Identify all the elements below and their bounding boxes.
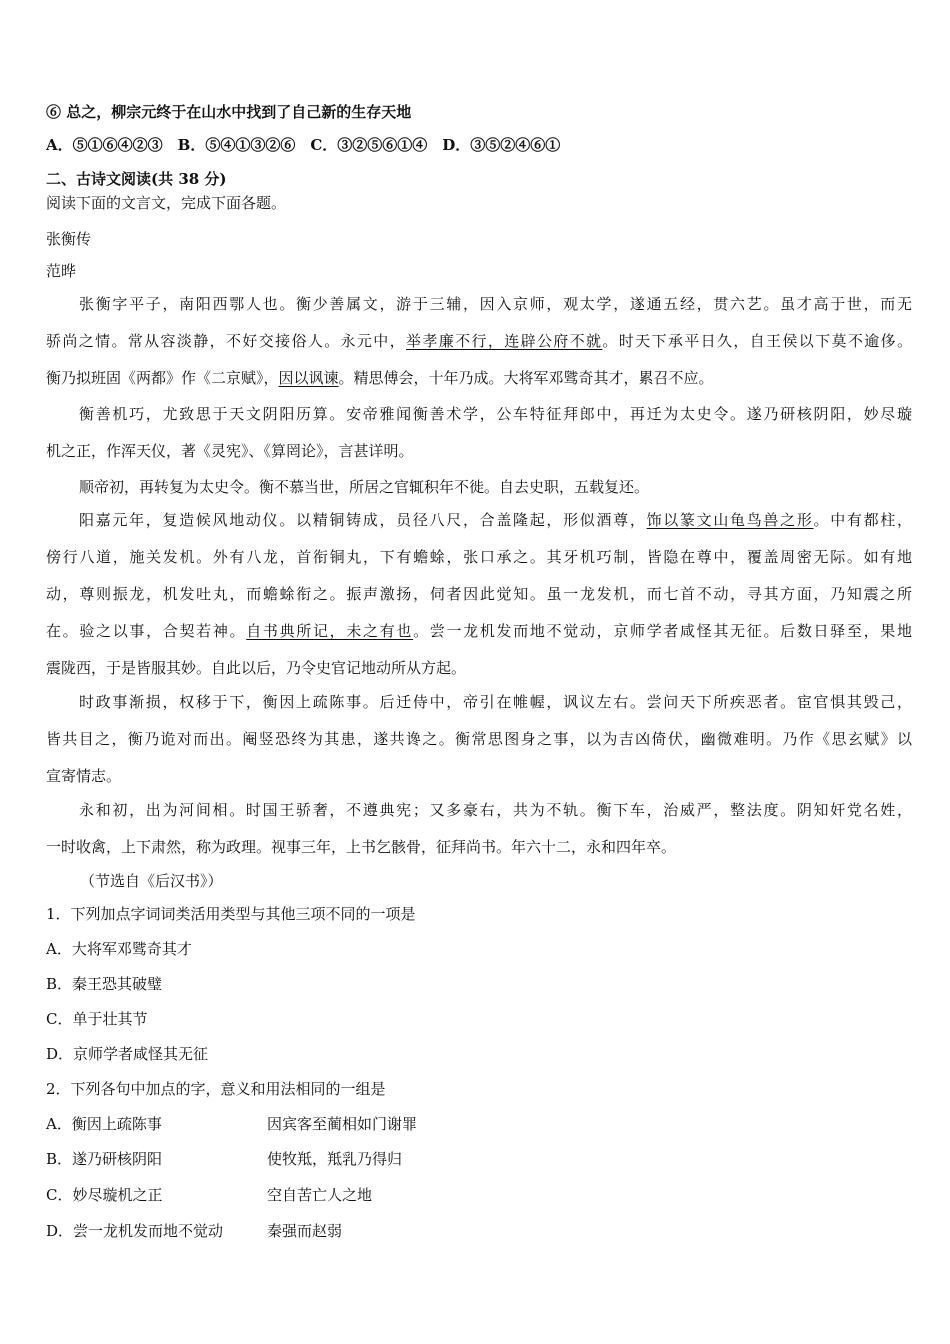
passage-line: 时政事渐损，权移于下，衡因上疏陈事。后迁侍中，帝引在帷幄，讽议左右。尝问天下所疾恶者。宦官惧其毁己， — [79, 693, 912, 711]
question-1-stem: 1．下列加点字词词类活用类型与其他三项不同的一项是 — [46, 905, 416, 923]
option-left: A．衡因上疏陈事 — [46, 1115, 162, 1133]
text-span: 。精思傅会，十年乃成。大将军邓骘奇其才，累召不应。 — [338, 369, 714, 387]
section-heading: 二、古诗文阅读(共 38 分) — [46, 170, 227, 188]
question-2-option-b — [46, 1148, 906, 1170]
passage-line: 永和初，出为河间相。时国王骄奢，不遵典宪；又多豪右，共为不轨。衡下车，治威严，整法度。阴知奸党名姓， — [79, 801, 912, 819]
text-span: 阳嘉元年，复造候风地动仪。以精铜铸成，员径八尺，合盖隆起，形似酒尊， — [79, 511, 647, 529]
passage-line — [46, 367, 714, 389]
passage-line — [46, 509, 912, 531]
underlined-phrase: 饰以篆文山龟鸟兽之形 — [646, 511, 814, 529]
option-left: D．尝一龙机发而地不觉动 — [46, 1222, 224, 1240]
underlined-phrase: 因以讽谏 — [278, 369, 339, 387]
underlined-phrase: 自书典所记，未之有也 — [246, 622, 414, 640]
option-right: 秦强而赵弱 — [267, 1222, 343, 1240]
instruction: 阅读下面的文言文，完成下面各题。 — [46, 194, 287, 212]
passage-line: 机之正，作浑天仪，著《灵宪》、《算罔论》，言甚详明。 — [46, 442, 414, 460]
passage-title: 张衡传 — [46, 230, 92, 248]
passage-line — [46, 620, 912, 642]
option-left: B．遂乃研核阴阳 — [46, 1150, 163, 1168]
passage-source: （节选自《后汉书》） — [80, 872, 223, 890]
text-span: 。中有都柱， — [813, 511, 912, 529]
passage-line: 震陇西，于是皆服其妙。自此以后，乃令史官记地动所从方起。 — [46, 659, 467, 677]
option-right: 使牧羝，羝乳乃得归 — [267, 1150, 403, 1168]
question-2-option-a — [46, 1113, 906, 1135]
underlined-phrase: 举孝廉不行，连辟公府不就 — [406, 332, 603, 350]
passage-line: 动，尊则振龙，机发吐丸，而蟾蜍衔之。振声激扬，伺者因此觉知。虽一龙发机，而七首不动，寻其方面，乃知震之所 — [46, 585, 912, 603]
option-left: C．妙尽璇机之正 — [46, 1186, 163, 1204]
passage-line: 张衡字平子，南阳西鄂人也。衡少善属文，游于三辅，因入京师，观太学，遂通五经，贯六艺。虽才高于世，而无 — [79, 295, 912, 313]
passage-line: 傍行八道，施关发机。外有八龙，首衔铜丸，下有蟾蜍，张口承之。其牙机巧制，皆隐在尊中，覆盖周密无际。如有地 — [46, 548, 912, 566]
passage-line: 衡善机巧，尤致思于天文阴阳历算。安帝雅闻衡善术学，公车特征拜郎中，再迁为太史令。遂乃研核阴阳，妙尽璇 — [79, 405, 912, 423]
passage-author: 范晔 — [46, 262, 77, 280]
text-span: 。时天下承平日久，自王侯以下莫不逾侈。 — [602, 332, 912, 350]
passage-line: 一时收禽，上下肃然，称为政理。视事三年，上书乞骸骨，征拜尚书。年六十二，永和四年卒。 — [46, 838, 677, 856]
question-1-option-d: D．京师学者咸怪其无征 — [46, 1045, 209, 1063]
passage-line: 皆共目之，衡乃诡对而出。阉竖恐终为其患，遂共谗之。衡常思图身之事，以为吉凶倚伏，幽微难明。乃作《思玄赋》以 — [46, 730, 912, 748]
question-2-option-d — [46, 1220, 906, 1242]
question-1-option-b: B．秦王恐其破璧 — [46, 975, 163, 993]
question-2-stem: 2．下列各句中加点的字，意义和用法相同的一组是 — [46, 1080, 386, 1098]
question-2-option-c — [46, 1184, 906, 1206]
text-span: 。尝一龙机发而地不觉动，京师学者咸怪其无征。后数日驿至，果地 — [413, 622, 912, 640]
passage-line: 宣寄情志。 — [46, 767, 122, 785]
answer-options: A．⑤①⑥④②③ B．⑤④①③②⑥ C．③②⑤⑥①④ D．③⑤②④⑥① — [46, 136, 561, 154]
option-right: 空自苦亡人之地 — [267, 1186, 373, 1204]
text-span: 在。验之以事，合契若神。 — [46, 622, 247, 640]
text-span: 骄尚之情。常从容淡静，不好交接俗人。永元中， — [46, 332, 407, 350]
option-right: 因宾客至蔺相如门谢罪 — [267, 1115, 418, 1133]
passage-line — [46, 330, 912, 352]
passage-line: 顺帝初，再转复为太史令。衡不慕当世，所居之官辄积年不徙。自去史职，五载复还。 — [79, 478, 650, 496]
question-1-option-c: C．单于壮其节 — [46, 1010, 148, 1028]
question-1-option-a: A．大将军邓骘奇其才 — [46, 940, 192, 958]
item-6-text: ⑥ 总之，柳宗元终于在山水中找到了自己新的生存天地 — [46, 103, 412, 121]
text-span: 衡乃拟班固《两都》作《二京赋》， — [46, 369, 279, 387]
